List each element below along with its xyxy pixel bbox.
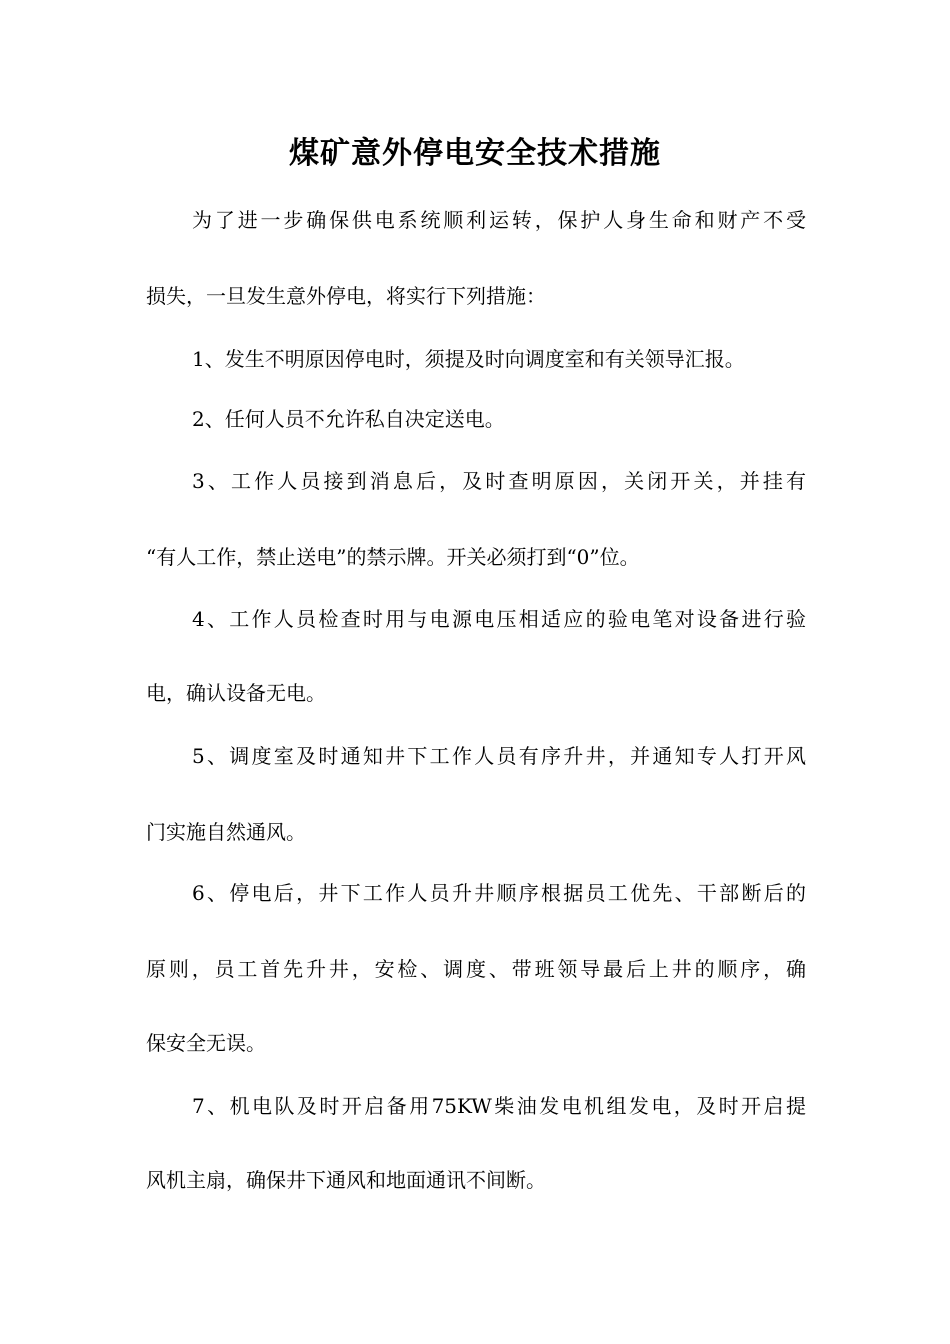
paragraph-line: 风机主扇，确保井下通风和地面通讯不间断。 bbox=[146, 1168, 546, 1192]
paragraph-line: 原则，员工首先升井，安检、调度、带班领导最后上井的顺序，确 bbox=[146, 957, 806, 981]
paragraph-line: 4、工作人员检查时用与电源电压相适应的验电笔对设备进行验 bbox=[192, 607, 806, 631]
paragraph-line: 7、机电队及时开启备用75KW柴油发电机组发电，及时开启提 bbox=[192, 1094, 806, 1118]
paragraph-line: 2、任何人员不允许私自决定送电。 bbox=[192, 407, 505, 431]
paragraph-line: 门实施自然通风。 bbox=[146, 820, 306, 844]
paragraph-line: 5、调度室及时通知井下工作人员有序升井，并通知专人打开风 bbox=[192, 744, 806, 768]
paragraph-line: 6、停电后，井下工作人员升井顺序根据员工优先、干部断后的 bbox=[192, 881, 806, 905]
document-title: 煤矿意外停电安全技术措施 bbox=[289, 136, 661, 171]
paragraph-line: 为了进一步确保供电系统顺利运转，保护人身生命和财产不受 bbox=[192, 208, 806, 232]
paragraph-line: 保安全无误。 bbox=[146, 1031, 266, 1055]
paragraph-line: “有人工作，禁止送电”的禁示牌。开关必须打到“0”位。 bbox=[146, 545, 640, 569]
paragraph-line: 1、发生不明原因停电时，须提及时向调度室和有关领导汇报。 bbox=[192, 347, 745, 371]
paragraph-line: 3、工作人员接到消息后，及时查明原因，关闭开关，并挂有 bbox=[192, 469, 806, 493]
paragraph-line: 损失，一旦发生意外停电，将实行下列措施： bbox=[146, 284, 546, 308]
paragraph-line: 电，确认设备无电。 bbox=[146, 681, 326, 705]
